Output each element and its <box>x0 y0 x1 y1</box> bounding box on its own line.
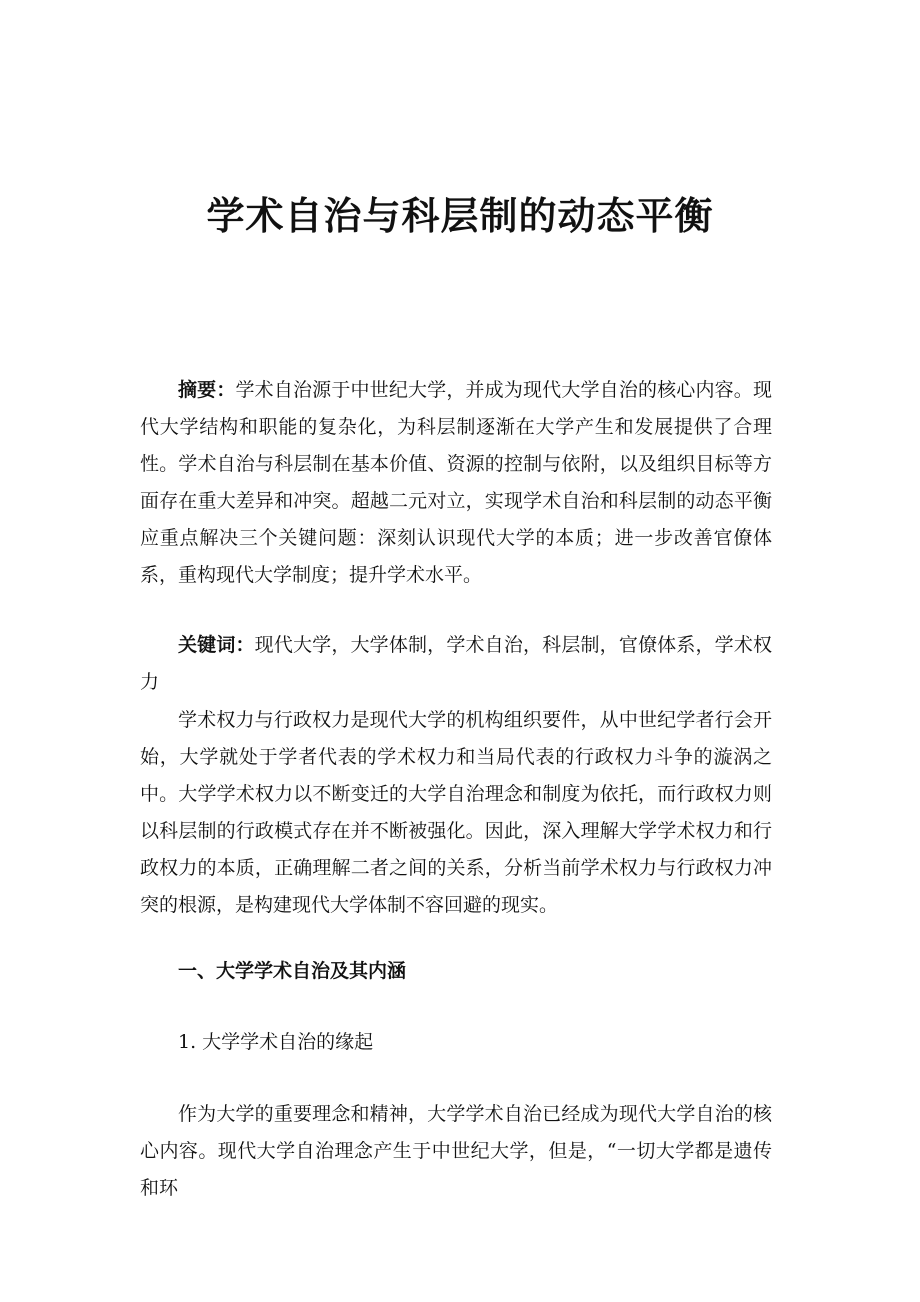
keywords-paragraph <box>140 627 772 701</box>
abstract-label: 摘要： <box>178 379 236 401</box>
keywords-label: 关键词： <box>178 634 255 656</box>
subsection-heading: 1. 大学学术自治的缘起 <box>178 1031 374 1053</box>
document-title: 学术自治与科层制的动态平衡 <box>206 193 714 238</box>
abstract-paragraph <box>140 372 772 594</box>
keywords-text: 现代大学，大学体制，学术自治，科层制，官僚体系，学术权力 <box>140 634 772 693</box>
intro-paragraph: 学术权力与行政权力是现代大学的机构组织要件，从中世纪学者行会开始，大学就处于学者代表的学术权力和当局代表的行政权力斗争的漩涡之中。大学学术权力以不断变迁的大学自治理念和制度为依托，而行政权力则以科层制的行政模式存在并不断被强化。因此，深入理解大学学术权力和行政权力的本质，正确理解二者之间的关系，分析当前学术权力与行政权力冲突的根源，是构建现代大学体制不容回避的现实。 <box>140 709 772 916</box>
section-heading: 一、大学学术自治及其内涵 <box>178 960 407 982</box>
section-paragraph: 作为大学的重要理念和精神，大学学术自治已经成为现代大学自治的核心内容。现代大学自治理念产生于中世纪大学，但是，“一切大学都是遗传和环 <box>140 1103 772 1199</box>
abstract-text: 学术自治源于中世纪大学，并成为现代大学自治的核心内容。现代大学结构和职能的复杂化，为科层制逐渐在大学产生和发展提供了合理性。学术自治与科层制在基本价值、资源的控制与依附，以及组织目标等方面存在重大差异和冲突。超越二元对立，实现学术自治和科层制的动态平衡应重点解决三个关键问题：深刻认识现代大学的本质；进一步改善官僚体系，重构现代大学制度；提升学术水平。 <box>140 379 772 586</box>
